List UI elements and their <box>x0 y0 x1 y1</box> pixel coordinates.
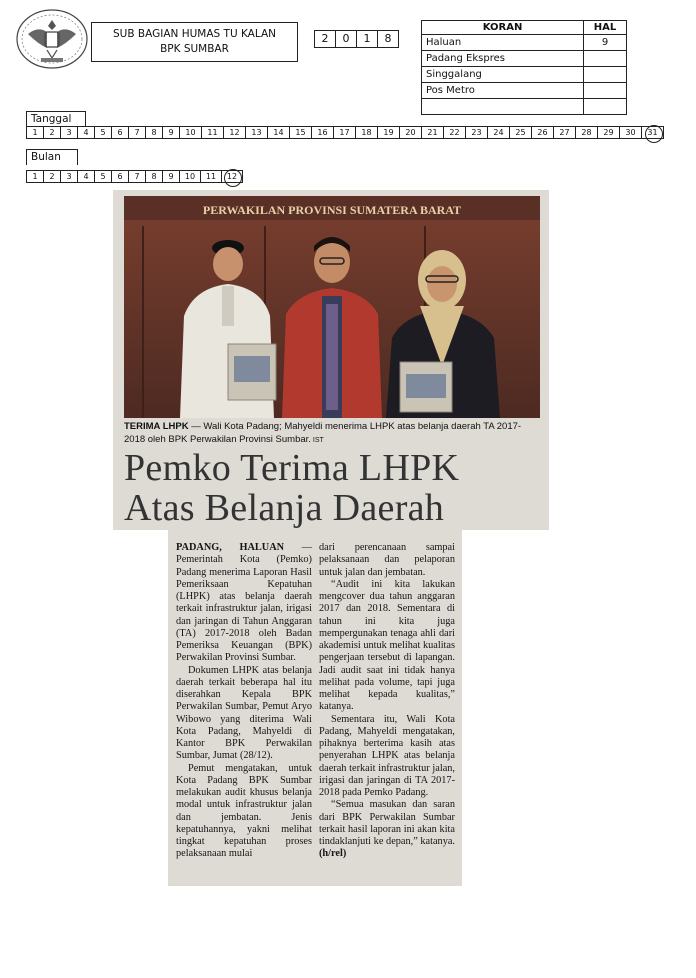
table-row <box>422 67 627 83</box>
office-line-2: BPK SUMBAR <box>160 43 229 55</box>
table-row <box>422 51 627 67</box>
signature: (h/rel) <box>319 848 347 860</box>
tanggal-cell: 22 <box>443 126 466 139</box>
tanggal-cell: 20 <box>399 126 422 139</box>
tanggal-cell: 23 <box>465 126 488 139</box>
newspaper-name: Singgalang <box>422 67 584 83</box>
tanggal-cell: 14 <box>267 126 290 139</box>
newspaper-table <box>421 20 627 115</box>
tanggal-cell: 31 <box>641 126 664 139</box>
article-paragraph: dari perencanaan sampai pelaksanaan dan pelaporan untuk jalan dan jembatan. <box>319 542 455 578</box>
newspaper-name: Pos Metro <box>422 83 584 99</box>
page-number <box>584 99 627 115</box>
hal-header: HAL <box>584 21 627 35</box>
page-number: 9 <box>584 35 627 51</box>
tanggal-cell: 2 <box>43 126 61 139</box>
bulan-cell: 3 <box>60 170 78 183</box>
article-column-1 <box>176 542 312 861</box>
article-paragraph <box>319 799 455 860</box>
bulan-cell: 4 <box>77 170 95 183</box>
tanggal-cell: 9 <box>162 126 180 139</box>
tanggal-cell: 5 <box>94 126 112 139</box>
office-label-box <box>91 22 298 62</box>
koran-header: KORAN <box>422 21 584 35</box>
bulan-cell: 7 <box>128 170 146 183</box>
headline-line-2: Atas Belanja Daerah <box>124 487 445 529</box>
newspaper-name: Padang Ekspres <box>422 51 584 67</box>
article-paragraph <box>176 542 312 665</box>
tanggal-cell: 7 <box>128 126 146 139</box>
table-row <box>422 99 627 115</box>
bulan-label: Bulan <box>26 149 78 165</box>
caption-text: — Wali Kota Padang; Mahyeldi menerima LHPK atas belanja daerah TA 2017-2018 oleh BPK Perwakilan Provinsi Sumbar. <box>124 421 522 445</box>
bulan-cell: 2 <box>43 170 61 183</box>
tanggal-strip <box>26 126 663 139</box>
tanggal-cell: 4 <box>77 126 95 139</box>
article-column-2 <box>319 542 455 861</box>
bulan-cell: 6 <box>111 170 129 183</box>
bulan-cell: 11 <box>200 170 222 183</box>
tanggal-cell: 28 <box>575 126 598 139</box>
photo-banner-text: PERWAKILAN PROVINSI SUMATERA BARAT <box>202 203 462 217</box>
table-header-row <box>422 21 627 35</box>
caption-lead: TERIMA LHPK <box>124 421 189 432</box>
bulan-cell: 1 <box>26 170 44 183</box>
paragraph-text: — Pemerintah Kota (Pemko) Padang menerima Laporan Hasil Pemeriksaan Kepatuhan (LHPK) atas belanja daerah terkait infrastruktur jalan, irigasi dan jaringan di Tahun Anggaran (TA) 2017-2018 oleh Badan Pemeriksa Keuangan (BPK) Perwakilan Provinsi Sumbar. <box>176 542 312 664</box>
tanggal-cell: 3 <box>60 126 78 139</box>
year-box <box>314 30 398 48</box>
tanggal-cell: 16 <box>311 126 334 139</box>
tanggal-cell: 15 <box>289 126 312 139</box>
tanggal-cell: 10 <box>179 126 202 139</box>
table-row <box>422 83 627 99</box>
headline-line-1: Pemko Terima LHPK <box>124 447 460 489</box>
tanggal-cell: 19 <box>377 126 400 139</box>
tanggal-cell: 13 <box>245 126 268 139</box>
bulan-cell: 8 <box>145 170 163 183</box>
table-row <box>422 35 627 51</box>
tanggal-cell: 29 <box>597 126 620 139</box>
page-number <box>584 67 627 83</box>
news-photo <box>124 196 540 418</box>
year-digit: 8 <box>377 30 399 48</box>
garuda-emblem-icon <box>14 8 90 70</box>
photo-caption <box>124 420 540 447</box>
article-paragraph: Pemut mengatakan, untuk Kota Padang BPK Sumbar melakukan audit khusus belanja modal untuk infrastruktur jalan dan jembatan. Jenis kepatuhannya, yakni melihat tingkat kepatuhan proses pelaksanaan mulai <box>176 762 312 860</box>
newspaper-name <box>422 99 584 115</box>
tanggal-cell: 1 <box>26 126 44 139</box>
article-paragraph: Dokumen LHPK atas belanja daerah terkait beberapa hal itu diserahkan Kepala BPK Perwakilan Sumbar, Pemut Aryo Wibowo yang diterima Wali Kota Padang, Mahyeldi di Kantor BPK Perwakilan Sumbar, Jumat (28/12). <box>176 664 312 762</box>
caption-credit: IST <box>310 437 324 444</box>
tanggal-cell: 25 <box>509 126 532 139</box>
bulan-strip <box>26 170 242 183</box>
tanggal-label: Tanggal <box>26 111 86 127</box>
bulan-cell: 10 <box>179 170 201 183</box>
tanggal-cell: 21 <box>421 126 444 139</box>
page-number <box>584 51 627 67</box>
year-digit: 2 <box>314 30 336 48</box>
tanggal-cell: 11 <box>201 126 224 139</box>
page-number <box>584 83 627 99</box>
article-paragraph: Sementara itu, Wali Kota Padang, Mahyeldi mengatakan, pihaknya berterima kasih atas penyerahan LHPK atas belanja daerah terkait infrastruktur jalan, irigasi dan jaringan di TA 2017-2018 pada Pemko Padang. <box>319 713 455 798</box>
tanggal-cell: 8 <box>145 126 163 139</box>
tanggal-cell: 24 <box>487 126 510 139</box>
tanggal-cell: 6 <box>111 126 129 139</box>
newspaper-name: Haluan <box>422 35 584 51</box>
article-headline <box>124 448 540 528</box>
tanggal-cell: 30 <box>619 126 642 139</box>
office-line-1: SUB BAGIAN HUMAS TU KALAN <box>113 28 276 40</box>
tanggal-cell: 27 <box>553 126 576 139</box>
tanggal-cell: 17 <box>333 126 356 139</box>
bulan-cell: 9 <box>162 170 180 183</box>
dateline: PADANG, HALUAN <box>176 542 285 553</box>
bulan-cell: 12 <box>221 170 243 183</box>
tanggal-cell: 26 <box>531 126 554 139</box>
tanggal-cell: 12 <box>223 126 246 139</box>
year-digit: 1 <box>356 30 378 48</box>
year-digit: 0 <box>335 30 357 48</box>
tanggal-cell: 18 <box>355 126 378 139</box>
paragraph-text: “Semua masukan dan saran dari BPK Perwakilan Sumbar terkait hasil laporan ini akan kita tindaklanjuti ke depan,” katanya. <box>319 799 455 847</box>
bulan-cell: 5 <box>94 170 112 183</box>
article-paragraph: “Audit ini kita lakukan mengcover dua tahun anggaran 2017 dan 2018. Sementara di tahun ini kita juga mempergunakan tenaga ahli dari akademisi untuk melihat kualitas pengerjaan tersebut di lapangan. Jadi audit saat ini tidak hanya melihat pada volume, tapi juga melihat kepada kualitas,” katanya. <box>319 578 455 713</box>
